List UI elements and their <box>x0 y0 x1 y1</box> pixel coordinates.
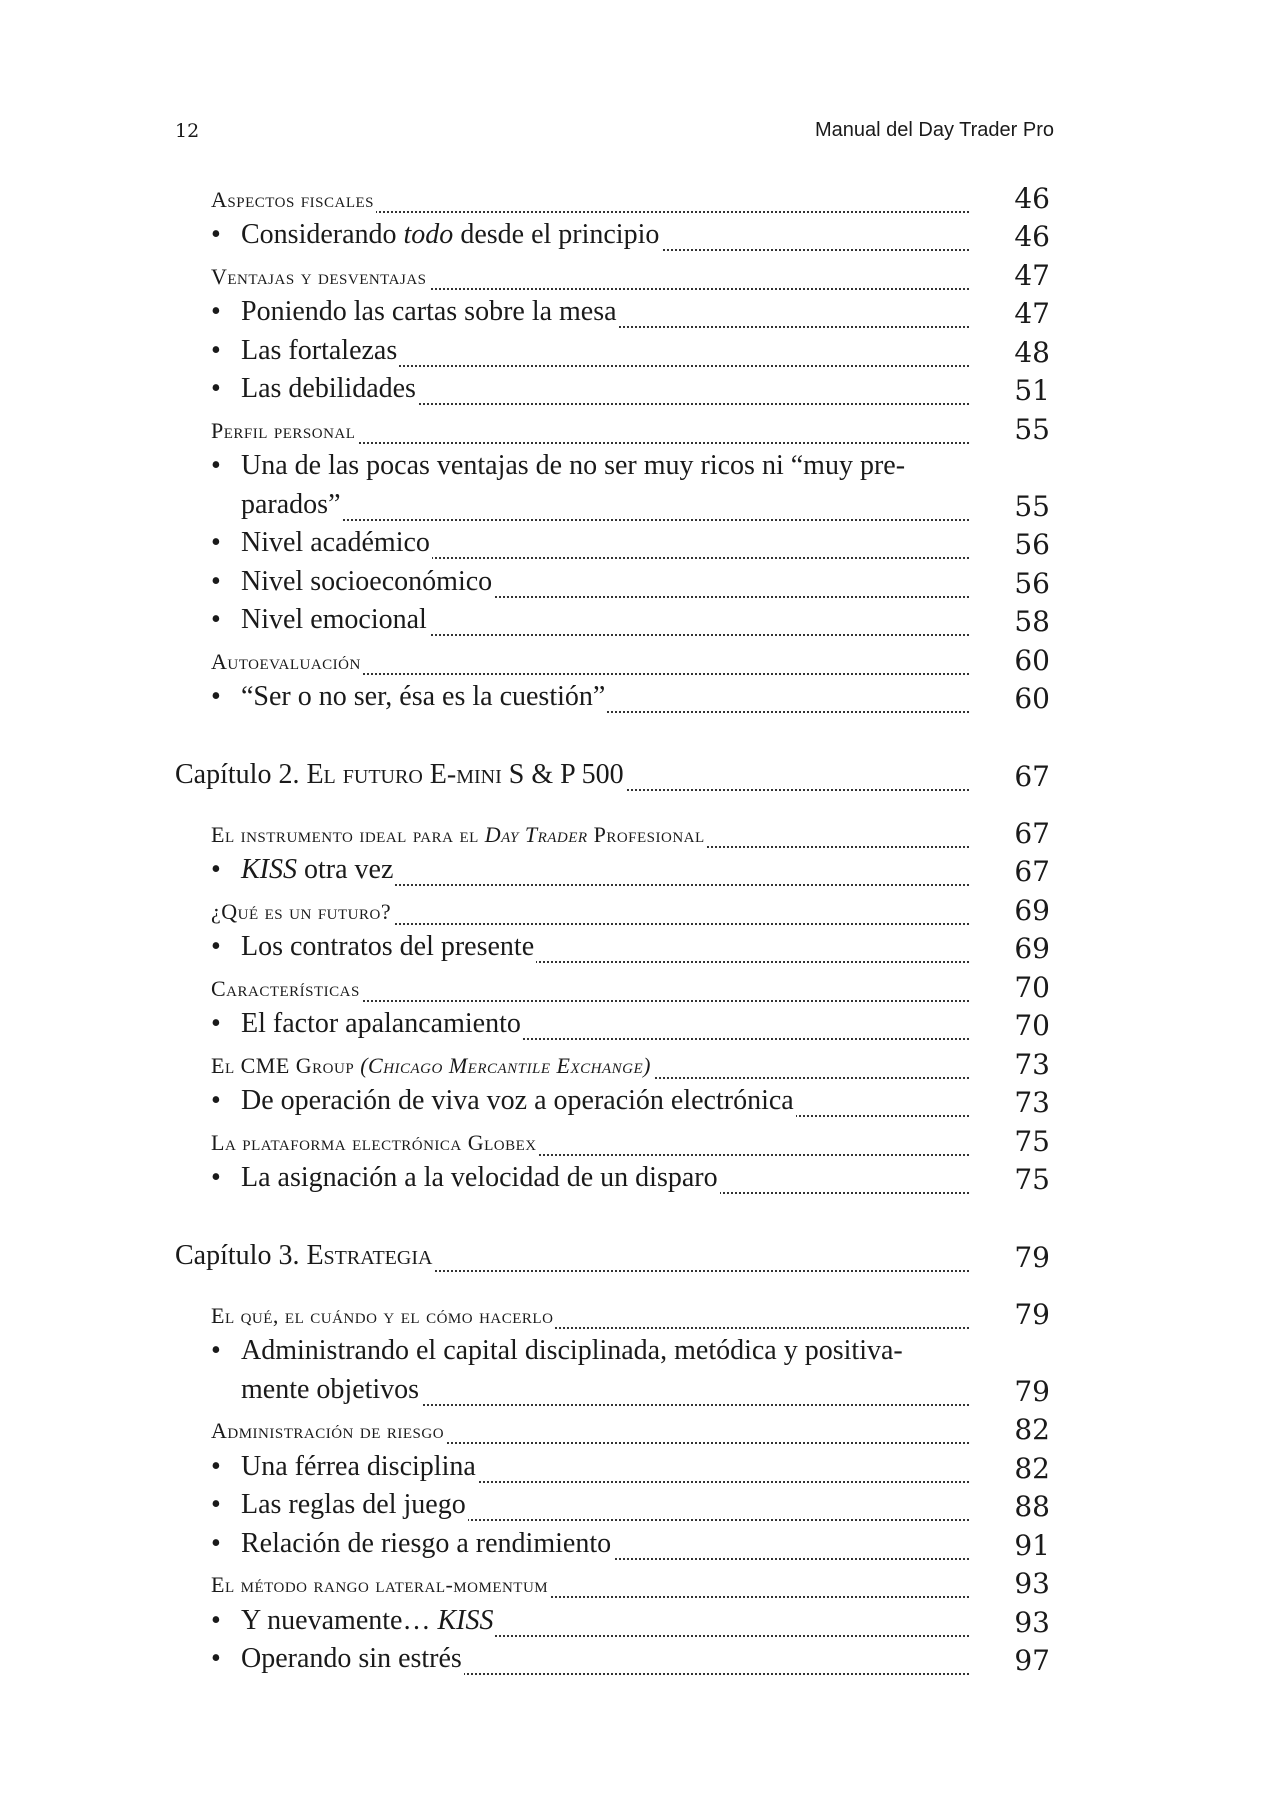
toc-entry <box>0 1044 1261 1083</box>
toc-entry-label: Capítulo 2. El futuro E-mini S & P 500 <box>175 759 624 790</box>
toc-entry-label: • Relación de riesgo a rendimiento <box>211 1527 612 1559</box>
toc-entry-label: La plataforma electrónica Globex <box>211 1129 537 1155</box>
toc-entry <box>0 255 1261 294</box>
toc-page-number: 93 <box>1014 1605 1050 1639</box>
toc-page-number: 93 <box>1014 1567 1050 1600</box>
toc-page-number: 82 <box>1014 1413 1050 1446</box>
toc-entry-label: parados” <box>241 488 341 520</box>
toc-page-number: 69 <box>1014 932 1050 965</box>
toc-page-number: 69 <box>1014 893 1050 927</box>
toc-entry-label: • Una férrea disciplina <box>211 1450 476 1482</box>
toc-entry <box>0 1641 1261 1680</box>
toc-entry-label: • Considerando todo desde el principio <box>211 219 660 250</box>
toc-entry-label: ¿Qué es un futuro? <box>211 898 392 924</box>
toc-entry-label: • El factor apalancamiento <box>211 1008 521 1039</box>
toc-entry <box>0 1487 1261 1526</box>
bullet-icon: • <box>211 681 221 712</box>
toc-entry-label: • La asignación a la velocidad de un disparo <box>211 1162 718 1193</box>
toc-page-number: 67 <box>1014 816 1050 850</box>
toc-entry-label: • Las fortalezas <box>211 334 398 366</box>
toc-entry <box>0 602 1261 641</box>
toc-page-number: 75 <box>1014 1163 1050 1196</box>
toc-page-number: 70 <box>1014 1009 1050 1042</box>
toc-page-number: 79 <box>1014 1297 1050 1331</box>
bullet-icon: • <box>211 1643 221 1674</box>
toc-entry-label: Características <box>211 975 360 1001</box>
page-number: 12 <box>175 120 200 142</box>
toc-entry-label: • Los contratos del presente <box>211 931 535 962</box>
running-header-title: Manual del Day Trader Pro <box>814 119 1054 141</box>
toc-entry-label: Perfil personal <box>211 417 356 443</box>
bullet-icon: • <box>211 1527 221 1559</box>
bullet-icon: • <box>211 931 221 962</box>
bullet-icon: • <box>211 1604 221 1636</box>
bullet-icon: • <box>211 334 221 366</box>
toc-entry-label: • Operando sin estrés <box>211 1643 462 1674</box>
toc-entry-label: Aspectos fiscales <box>211 186 374 212</box>
toc-page-number: 46 <box>1014 181 1050 215</box>
toc-entry <box>0 679 1261 718</box>
bullet-icon: • <box>211 1008 221 1039</box>
bullet-icon: • <box>211 296 221 327</box>
toc-entry-label: • Las debilidades <box>211 373 416 404</box>
toc-page-number: 91 <box>1014 1528 1050 1562</box>
toc-entry-label: • KISS otra vez <box>211 854 394 885</box>
toc-page-number: 73 <box>1014 1086 1050 1119</box>
toc-entry <box>0 409 1261 448</box>
toc-entry <box>0 1333 1261 1372</box>
toc-entry <box>0 1564 1261 1603</box>
toc-page-number: 60 <box>1014 643 1050 677</box>
bullet-icon: • <box>211 854 221 885</box>
toc-page-number: 79 <box>1014 1241 1050 1274</box>
toc-entry <box>0 929 1261 968</box>
toc-page-number: 73 <box>1014 1047 1050 1081</box>
toc-entry-label: Administración de riesgo <box>211 1418 445 1443</box>
toc-page-number: 48 <box>1014 335 1050 369</box>
toc-entry <box>0 852 1261 891</box>
toc-entry <box>0 1160 1261 1199</box>
toc-page-number: 47 <box>1014 258 1050 292</box>
toc-page-number: 46 <box>1014 220 1050 253</box>
toc-entry <box>0 1410 1261 1449</box>
toc-page-number: 97 <box>1014 1644 1050 1677</box>
toc-entry <box>0 1602 1261 1641</box>
toc-entry <box>0 1294 1261 1333</box>
toc-entry-label: • De operación de viva voz a operación electrónica <box>211 1085 794 1116</box>
toc-entry-label: • Nivel emocional <box>211 604 427 635</box>
toc-entry <box>0 178 1261 217</box>
table-of-contents <box>0 178 1261 1679</box>
bullet-icon: • <box>211 1489 221 1520</box>
toc-entry-label: El instrumento ideal para el Day Trader Profesional <box>211 821 705 847</box>
toc-entry <box>0 217 1261 256</box>
toc-entry <box>0 371 1261 410</box>
toc-entry-label: • Las reglas del juego <box>211 1489 466 1520</box>
toc-entry <box>0 1236 1261 1276</box>
toc-page-number: 67 <box>1014 855 1050 888</box>
bullet-icon: • <box>211 1450 221 1482</box>
toc-entry <box>0 294 1261 333</box>
toc-entry <box>0 967 1261 1006</box>
toc-entry-label: Capítulo 3. Estrategia <box>175 1240 433 1271</box>
toc-page-number: 51 <box>1014 374 1050 407</box>
toc-entry <box>0 1525 1261 1564</box>
toc-page-number: 82 <box>1014 1451 1050 1485</box>
bullet-icon: • <box>211 565 221 597</box>
toc-page-number: 79 <box>1014 1374 1050 1408</box>
toc-page-number: 67 <box>1014 760 1050 793</box>
toc-page-number: 70 <box>1014 970 1050 1004</box>
toc-entry-label: • Y nuevamente… KISS <box>211 1604 494 1636</box>
toc-entry <box>0 755 1261 795</box>
toc-entry <box>0 1083 1261 1122</box>
toc-entry <box>0 1006 1261 1045</box>
toc-page-number: 60 <box>1014 682 1050 715</box>
toc-entry <box>0 332 1261 371</box>
toc-entry-label: Ventajas y desventajas <box>211 263 427 289</box>
bullet-icon: • <box>211 527 221 558</box>
toc-entry-label: El qué, el cuándo y el cómo hacerlo <box>211 1302 554 1328</box>
toc-page-number: 56 <box>1014 528 1050 561</box>
bullet-icon: • <box>211 450 221 481</box>
toc-entry-label: mente objetivos <box>241 1373 420 1405</box>
toc-entry <box>0 813 1261 852</box>
bullet-icon: • <box>211 373 221 404</box>
toc-page-number: 58 <box>1014 605 1050 638</box>
toc-entry-label: • Nivel académico <box>211 527 430 558</box>
toc-entry-label: • Nivel socioeconómico <box>211 565 493 597</box>
toc-entry <box>0 486 1261 525</box>
toc-entry <box>0 640 1261 679</box>
toc-entry-label: • Poniendo las cartas sobre la mesa <box>211 296 617 327</box>
bullet-icon: • <box>211 1335 221 1366</box>
toc-entry-label: El método rango lateral-momentum <box>211 1572 549 1597</box>
toc-entry <box>0 1448 1261 1487</box>
toc-entry <box>0 890 1261 929</box>
toc-page-number: 55 <box>1014 412 1050 446</box>
toc-entry-label: El CME Group (Chicago Mercantile Exchange) <box>211 1052 651 1078</box>
bullet-icon: • <box>211 219 221 250</box>
toc-entry <box>0 1371 1261 1410</box>
toc-entry <box>0 525 1261 564</box>
toc-entry <box>0 563 1261 602</box>
toc-page-number: 56 <box>1014 566 1050 600</box>
dot-leader <box>242 518 969 521</box>
toc-entry <box>0 448 1261 487</box>
bullet-icon: • <box>211 1162 221 1193</box>
toc-page-number: 55 <box>1014 489 1050 523</box>
toc-entry-label: • Administrando el capital disciplinada, metódica y positiva- <box>211 1335 903 1366</box>
toc-entry-label: Autoevaluación <box>211 648 361 674</box>
bullet-icon: • <box>211 604 221 635</box>
toc-entry-label: • Una de las pocas ventajas de no ser muy ricos ni “muy pre- <box>211 450 906 481</box>
toc-entry-label: • “Ser o no ser, ésa es la cuestión” <box>211 681 606 712</box>
toc-page-number: 75 <box>1014 1124 1050 1158</box>
bullet-icon: • <box>211 1085 221 1116</box>
toc-page-number: 88 <box>1014 1490 1050 1523</box>
toc-page-number: 47 <box>1014 297 1050 330</box>
toc-entry <box>0 1121 1261 1160</box>
